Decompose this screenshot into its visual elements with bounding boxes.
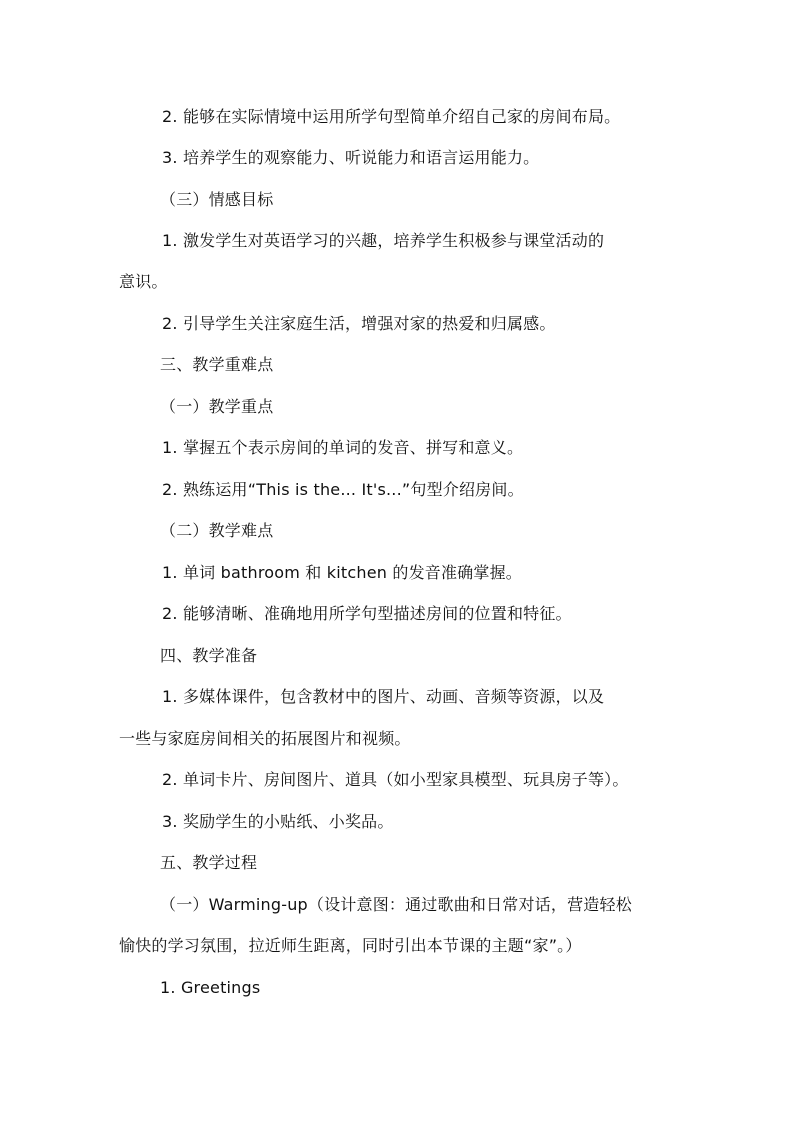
warming-up-heading-continued: 愉快的学习氛围，拉近师生距离，同时引出本节课的主题“家”。） xyxy=(119,936,582,955)
key-point-2: 2. 熟练运用“This is the... It's...”句型介绍房间。 xyxy=(162,480,524,499)
difficult-point-2: 2. 能够清晰、准确地用所学句型描述房间的位置和特征。 xyxy=(162,604,572,623)
emotional-goal-1: 1. 激发学生对英语学习的兴趣，培养学生积极参与课堂活动的 xyxy=(162,231,605,250)
emotional-goal-2: 2. 引导学生关注家庭生活，增强对家的热爱和归属感。 xyxy=(162,314,556,333)
difficult-point-1: 1. 单词 bathroom 和 kitchen 的发音准确掌握。 xyxy=(162,563,522,582)
section-heading-key-points: （一）教学重点 xyxy=(160,397,274,416)
section-heading-difficult-points: （二）教学难点 xyxy=(160,521,274,540)
section-heading-emotional-goals: （三）情感目标 xyxy=(160,190,274,209)
section-heading-teaching-process: 五、教学过程 xyxy=(160,853,258,872)
greetings-item: 1. Greetings xyxy=(160,978,261,997)
section-heading-key-difficult-points: 三、教学重难点 xyxy=(160,355,274,374)
preparation-item-2: 2. 单词卡片、房间图片、道具（如小型家具模型、玩具房子等）。 xyxy=(162,770,629,789)
emotional-goal-1-continued: 意识。 xyxy=(119,272,168,291)
warming-up-heading: （一）Warming-up（设计意图：通过歌曲和日常对话，营造轻松 xyxy=(160,895,632,914)
objective-line-3: 3. 培养学生的观察能力、听说能力和语言运用能力。 xyxy=(162,148,540,167)
preparation-item-1: 1. 多媒体课件，包含教材中的图片、动画、音频等资源，以及 xyxy=(162,687,605,706)
objective-line-2: 2. 能够在实际情境中运用所学句型简单介绍自己家的房间布局。 xyxy=(162,107,621,126)
key-point-1: 1. 掌握五个表示房间的单词的发音、拼写和意义。 xyxy=(162,438,524,457)
section-heading-teaching-preparation: 四、教学准备 xyxy=(160,646,258,665)
preparation-item-3: 3. 奖励学生的小贴纸、小奖品。 xyxy=(162,812,394,831)
preparation-item-1-continued: 一些与家庭房间相关的拓展图片和视频。 xyxy=(119,729,411,748)
